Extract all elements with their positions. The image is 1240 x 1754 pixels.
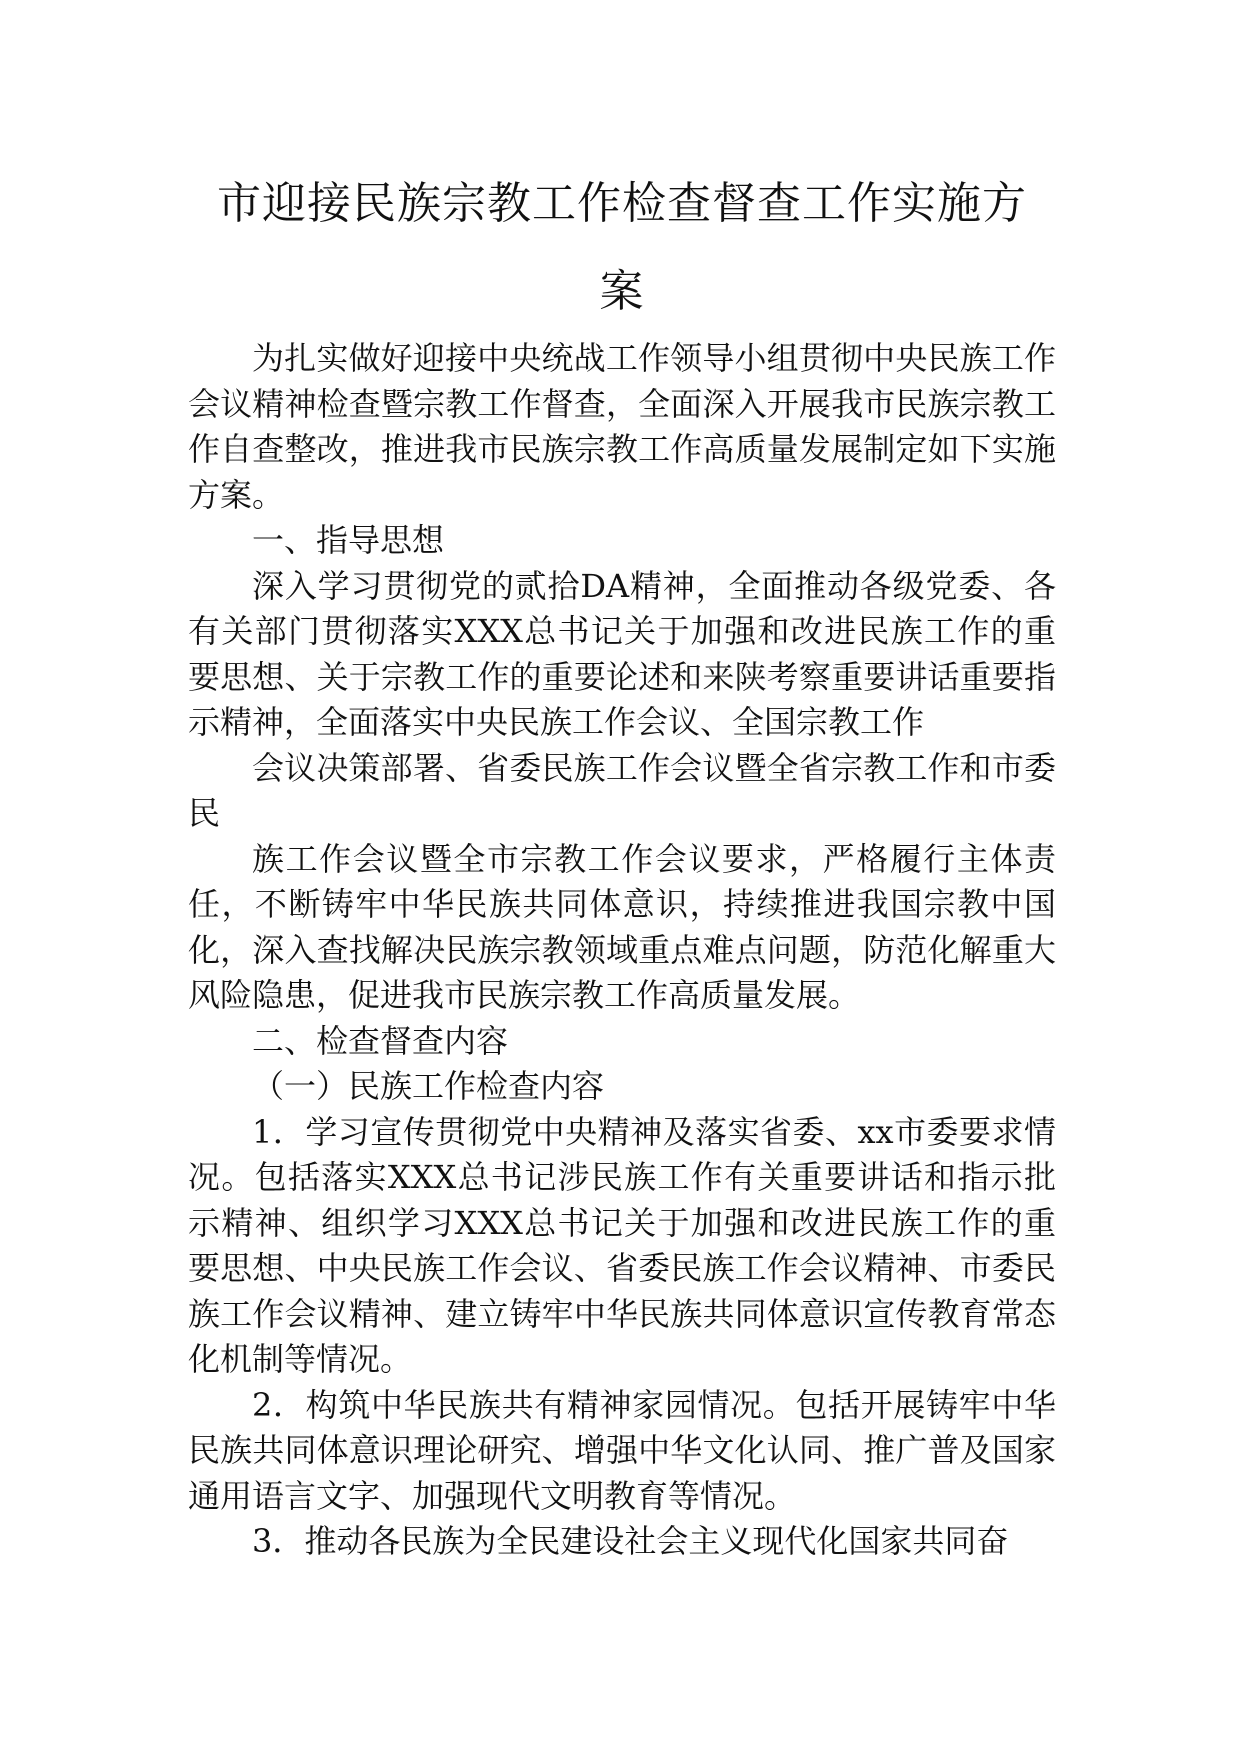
meeting-deployment-paragraph: 会议决策部署、省委民族工作会议暨全省宗教工作和市委民 [188, 748, 1056, 832]
item-1-paragraph: 1．学习宣传贯彻党中央精神及落实省委、xx市委要求情况。包括落实XXX总书记涉民族工作有关重要讲话和指示批示精神、组织学习XXX总书记关于加强和改进民族工作的重要思想、中央民族工作会议、省委民族工作会议精神、市委民族工作会议精神、建立铸牢中华民族共同体意识宣传教育常态化机制等情况。 [188, 1112, 1056, 1378]
item-3-paragraph: 3．推动各民族为全民建设社会主义现代化国家共同奋 [252, 1522, 1009, 1560]
guiding-ideology-paragraph: 深入学习贯彻党的贰拾DA精神，全面推动各级党委、各有关部门贯彻落实XXX总书记关于加强和改进民族工作的重要思想、关于宗教工作的重要论述和来陕考察重要讲话重要指示精神，全面落实中央民族工作会议、全国宗教工作 [188, 566, 1056, 741]
requirements-paragraph: 族工作会议暨全市宗教工作会议要求，严格履行主体责任，不断铸牢中华民族共同体意识，持续推进我国宗教中国化，深入查找解决民族宗教领域重点难点问题，防范化解重大风险隐患，促进我市民族宗教工作高质量发展。 [188, 839, 1056, 1014]
item-2-paragraph: 2．构筑中华民族共有精神家园情况。包括开展铸牢中华民族共同体意识理论研究、增强中华文化认同、推广普及国家通用语言文字、加强现代文明教育等情况。 [188, 1385, 1056, 1515]
document-title [188, 160, 1056, 336]
section-heading-guiding-ideology: 一、指导思想 [252, 521, 445, 559]
title-line-1: 市迎接民族宗教工作检查督查工作实施方 [217, 178, 1027, 229]
subsection-heading-ethnic-work: （一）民族工作检查内容 [252, 1067, 605, 1105]
document-page [188, 160, 1056, 1565]
document-body [188, 336, 1056, 1565]
intro-paragraph: 为扎实做好迎接中央统战工作领导小组贯彻中央民族工作会议精神检查暨宗教工作督查，全面深入开展我市民族宗教工作自查整改，推进我市民族宗教工作高质量发展制定如下实施方案。 [188, 339, 1056, 514]
title-line-2: 案 [599, 266, 645, 317]
section-heading-inspection-content: 二、检查督查内容 [252, 1021, 509, 1060]
